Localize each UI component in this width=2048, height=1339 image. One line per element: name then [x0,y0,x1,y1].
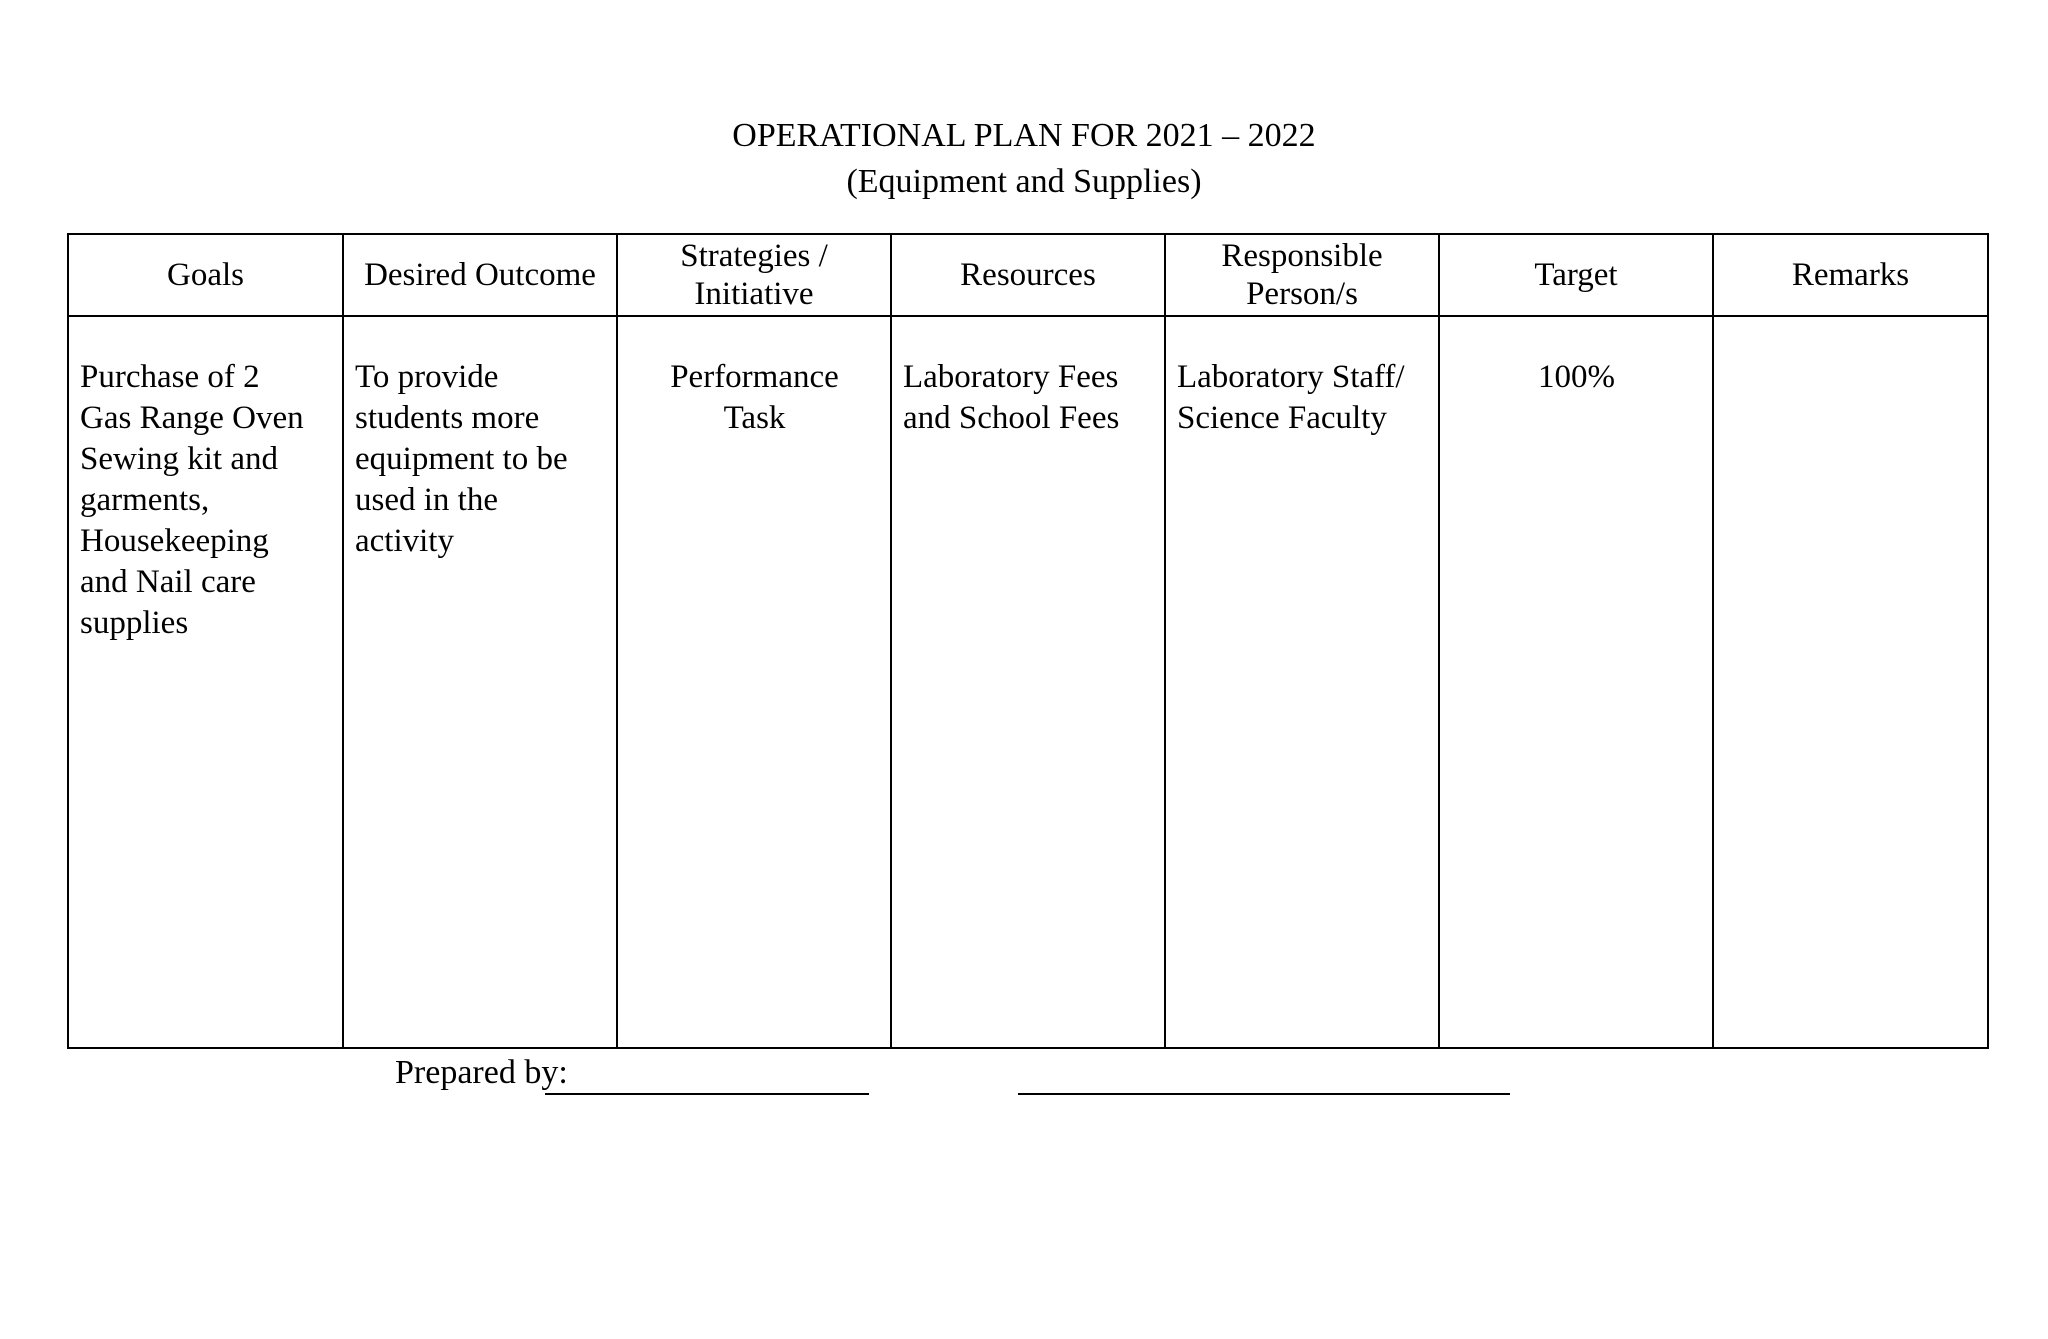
prepared-by-label: Prepared by: [395,1054,568,1091]
cell-line: Task [723,400,786,436]
header-line: Person/s [1246,276,1358,312]
signature-line [545,1093,869,1095]
header-line: Initiative [694,276,814,312]
header-line: Desired Outcome [364,257,596,293]
document-header [0,113,2048,205]
document-subtitle: (Equipment and Supplies) [846,163,1202,200]
cell-desired-outcome [343,316,617,1048]
header-desired-outcome [343,234,617,316]
document-title: OPERATIONAL PLAN FOR 2021 – 2022 [732,117,1316,154]
cell-line: students more [355,400,540,436]
cell-line: and School Fees [903,400,1120,436]
cell-line: Purchase of 2 [80,359,260,395]
table-header-row [68,234,1988,316]
header-line: Remarks [1791,257,1910,293]
cell-line: To provide [355,359,499,395]
cell-strategies [617,316,891,1048]
cell-responsible [1165,316,1439,1048]
header-target [1439,234,1713,316]
cell-line: and Nail care [80,564,256,600]
cell-target [1439,316,1713,1048]
cell-line: 100% [1538,359,1615,395]
header-line: Strategies / [680,238,828,274]
cell-line: equipment to be [355,441,568,477]
cell-line: Laboratory Fees [903,359,1119,395]
cell-line: Gas Range Oven [80,400,304,436]
header-strategies [617,234,891,316]
table-row [68,316,1988,1048]
header-remarks [1713,234,1988,316]
cell-line: used in the [355,482,498,518]
cell-line: Housekeeping [80,523,269,559]
cell-goals [68,316,343,1048]
header-responsible [1165,234,1439,316]
cell-line: supplies [80,605,189,641]
cell-line: Performance [670,359,839,395]
signature-line-second [1018,1093,1510,1095]
operational-plan-table [67,233,1989,1049]
header-line: Target [1534,257,1618,293]
cell-resources [891,316,1165,1048]
cell-line: activity [355,523,454,559]
cell-line: Laboratory Staff/ [1177,359,1405,395]
header-line: Goals [167,257,244,293]
header-goals [68,234,343,316]
cell-line: Sewing kit and [80,441,278,477]
cell-line: garments, [80,482,210,518]
header-line: Responsible [1221,238,1383,274]
header-line: Resources [960,257,1096,293]
cell-line: Science Faculty [1177,400,1387,436]
header-resources [891,234,1165,316]
cell-remarks [1713,316,1988,1048]
